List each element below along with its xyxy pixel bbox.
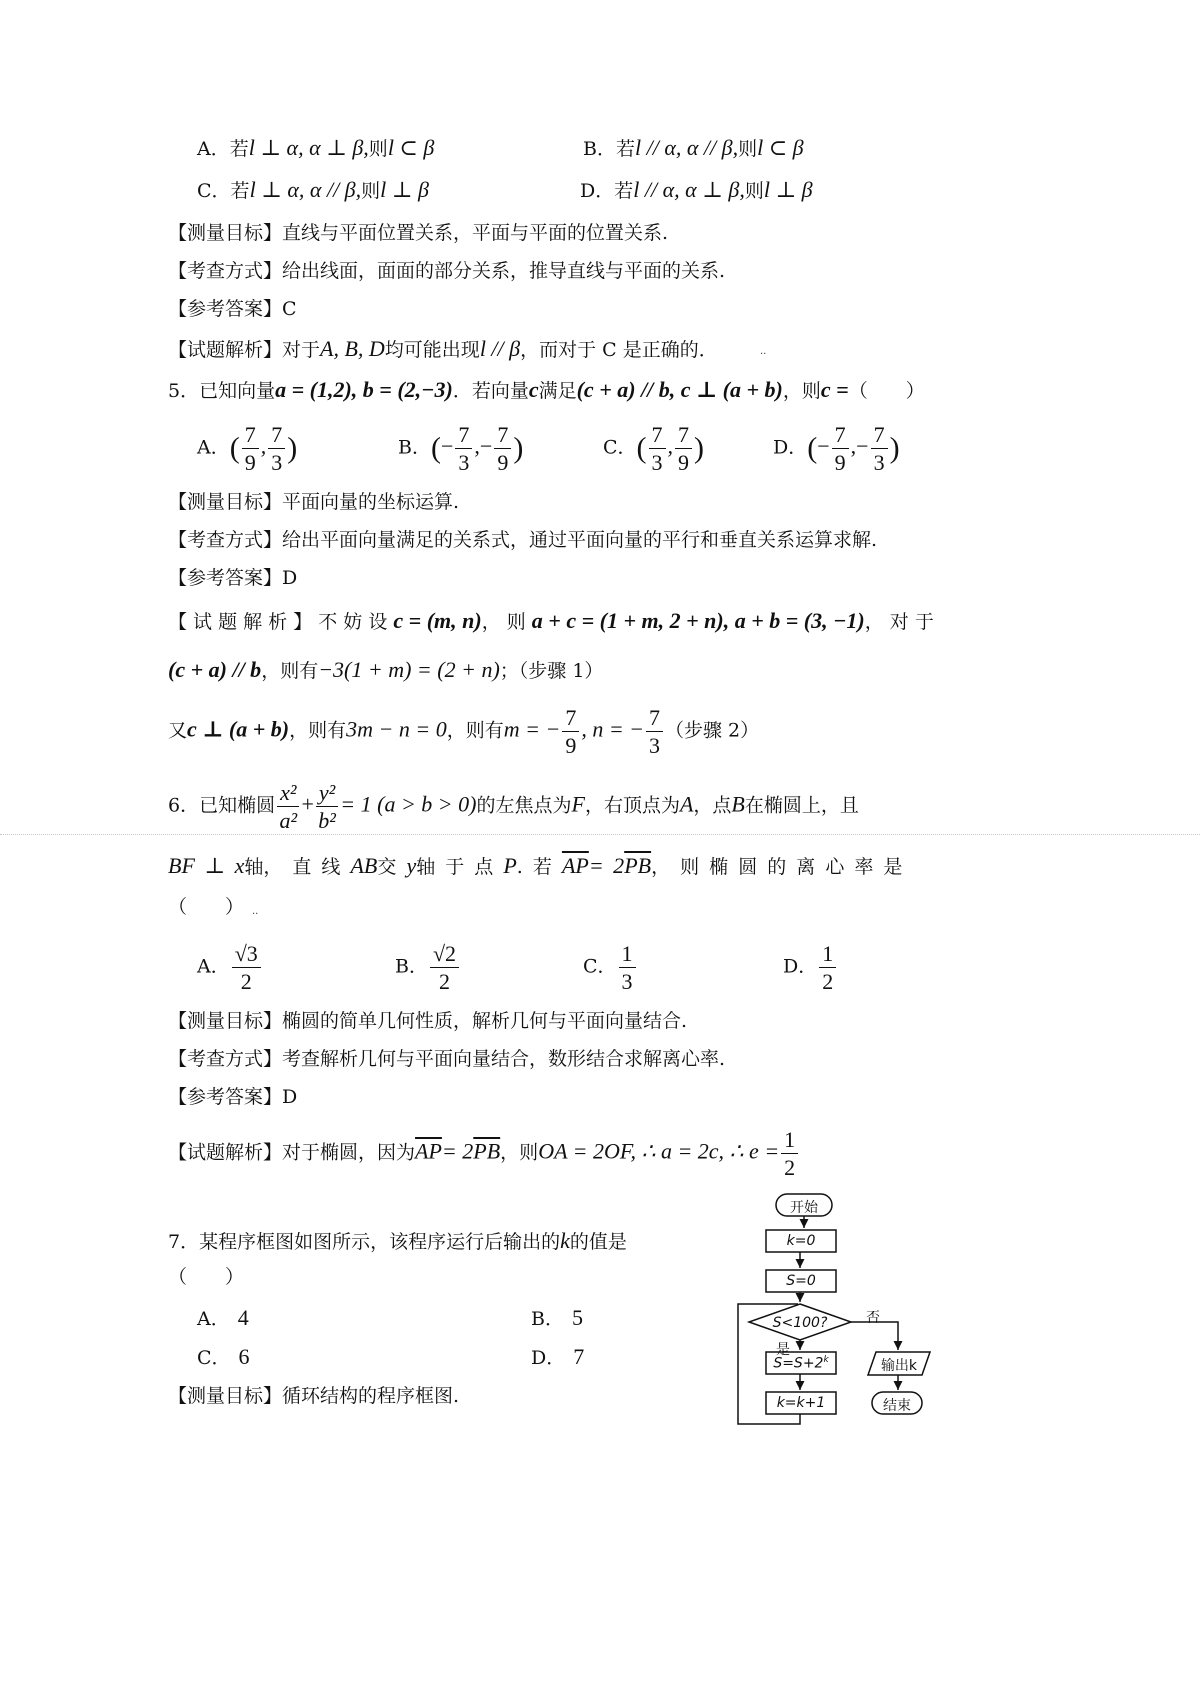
math: a = (1,2), b = (2,−3) xyxy=(275,377,453,402)
question-text: 的左焦点为 xyxy=(476,794,572,817)
option-text: 则 xyxy=(744,180,764,202)
math: B xyxy=(731,791,745,817)
vector: $\overline{PB}$ xyxy=(473,1138,501,1164)
math: l // β xyxy=(479,336,521,361)
fraction: $\frac{1}{3}$ xyxy=(619,942,636,993)
math: P xyxy=(503,853,517,878)
section-tag: 【测量目标】 xyxy=(168,222,283,244)
fraction: $\frac{7}{9}$ xyxy=(832,423,849,474)
flowchart-s0: S=0 xyxy=(786,1273,816,1289)
option-text: 则 xyxy=(361,180,381,202)
math: l // α, α // β, xyxy=(634,135,739,160)
option-text: 则 xyxy=(368,138,388,160)
section-text: 均可能出现 xyxy=(384,339,480,361)
section-text: 考查解析几何与平面向量结合，数形结合求解离心率. xyxy=(282,1048,726,1070)
math: a + c = (1 + m, 2 + n), a + b = (3, −1) xyxy=(531,608,865,633)
math: l ⊥ β xyxy=(380,177,429,202)
math: 3m − n = 0 xyxy=(346,716,447,742)
option-letter: A． xyxy=(197,955,230,978)
option-letter: D． xyxy=(531,1347,566,1369)
math: l // α, α ⊥ β, xyxy=(633,177,745,202)
flowchart-yes-label: 是 xyxy=(776,1342,790,1358)
section-text: ，则 xyxy=(500,1141,539,1164)
paren: ( xyxy=(807,431,818,465)
minus: ,− xyxy=(474,433,493,459)
comma: , xyxy=(667,433,674,459)
option-value: 5 xyxy=(571,1305,583,1330)
fraction: $\frac{7}{9}$ xyxy=(675,423,692,474)
question-text: 6．已知椭圆 xyxy=(168,794,276,817)
fraction: $\frac{7}{3}$ xyxy=(871,423,888,474)
stray-mark: .. xyxy=(252,906,259,917)
section-tag: 【试题解析】 xyxy=(168,339,283,361)
option-letter: A． xyxy=(197,436,230,459)
section-tag: 【测量目标】 xyxy=(168,491,283,513)
paren: ( xyxy=(636,431,647,465)
flowchart-no-label: 否 xyxy=(866,1310,880,1326)
option-letter: C． xyxy=(603,436,637,459)
section-text: ， 则 xyxy=(481,611,526,633)
question-text: ，点 xyxy=(693,794,732,817)
section-text: 对于椭圆，因为 xyxy=(282,1141,416,1164)
flowchart-update-s: $S=S+2^k$ xyxy=(773,1355,829,1372)
section-text: ，则有 xyxy=(261,660,319,682)
question-text: 交 xyxy=(377,856,397,878)
math: AB xyxy=(350,853,378,878)
section-text: 循环结构的程序框图. xyxy=(282,1385,460,1407)
math: (c + a) // b, c ⊥ (a + b) xyxy=(576,377,783,402)
option-text: 则 xyxy=(738,138,758,160)
math: −3(1 + m) = (2 + n) xyxy=(318,657,500,682)
section-text: 椭圆的简单几何性质，解析几何与平面向量结合. xyxy=(282,1010,688,1032)
flowchart-k0: k=0 xyxy=(786,1233,816,1249)
vector: $\overline{AP}$ xyxy=(561,853,589,878)
section-tag: 【参考答案】 xyxy=(168,567,283,589)
math: l ⊂ β xyxy=(387,135,435,160)
option-value: 6 xyxy=(238,1344,250,1369)
section-tag: 【 试 题 解 析 】 xyxy=(168,611,313,633)
question-text: 5．已知向量 xyxy=(168,380,276,402)
question-text: ，右顶点为 xyxy=(584,794,680,817)
fraction: $\frac{7}{3}$ xyxy=(455,423,472,474)
paren: ) xyxy=(694,431,705,465)
answer-value: D xyxy=(282,1086,298,1108)
math: m = − xyxy=(503,716,561,742)
fraction: $\frac{7}{3}$ xyxy=(268,423,285,474)
option-letter: D． xyxy=(783,955,818,978)
section-text: 对于 xyxy=(282,339,321,361)
option-text: 若 xyxy=(615,138,635,160)
question-text: ．若向量 xyxy=(452,380,529,402)
math: l ⊥ α, α ⊥ β, xyxy=(248,135,369,160)
fraction: $\frac{1}{2}$ xyxy=(781,1128,798,1179)
fraction: $\frac{7}{9}$ xyxy=(242,423,259,474)
option-letter: B． xyxy=(395,955,428,978)
fraction: $\frac{7}{9}$ xyxy=(562,706,579,757)
math: c xyxy=(528,377,539,402)
math: , n = − xyxy=(581,716,645,742)
question-text: 的值是 xyxy=(569,1231,627,1253)
flowchart-update-k: k=k+1 xyxy=(776,1395,826,1411)
option-value: 4 xyxy=(237,1305,249,1330)
section-text: （步骤 2） xyxy=(665,719,760,742)
math: F xyxy=(571,791,585,817)
question-text: ， 则 椭 圆 的 离 心 率 是 xyxy=(651,856,903,878)
option-letter: B． xyxy=(583,138,616,160)
section-text: ，则有 xyxy=(289,719,347,742)
question-text: （ ） xyxy=(848,380,925,402)
question-text: 满足 xyxy=(538,380,577,402)
fraction: $\frac{\text{y²}}{\text{b²}}$ xyxy=(316,781,338,832)
fraction: $\frac{7}{9}$ xyxy=(494,423,511,474)
flowchart-condition: S<100? xyxy=(772,1315,828,1331)
section-text: 平面向量的坐标运算. xyxy=(282,491,460,513)
question-text: ，则 xyxy=(782,380,821,402)
q6-answer-blank: （ ） xyxy=(168,896,245,918)
option-text: 若 xyxy=(614,180,634,202)
math: c ⊥ (a + b) xyxy=(187,716,290,742)
math: y xyxy=(406,853,417,878)
section-tag: 【试题解析】 xyxy=(168,1141,283,1164)
section-text: ， 对 于 xyxy=(864,611,934,633)
question-text: . 若 xyxy=(516,856,552,878)
option-letter: A． xyxy=(197,1308,230,1330)
q7-answer-blank: （ ） xyxy=(168,1266,245,1288)
math: l ⊂ β xyxy=(757,135,804,160)
math: l ⊥ β xyxy=(763,177,813,202)
section-tag: 【测量目标】 xyxy=(168,1010,283,1032)
option-letter: D． xyxy=(580,180,615,202)
section-text: ；（步骤 1） xyxy=(499,660,604,682)
section-tag: 【参考答案】 xyxy=(168,1086,283,1108)
math: = 1 (a > b > 0) xyxy=(340,791,477,817)
flowchart-start: 开始 xyxy=(790,1200,818,1216)
fraction: $\frac{1}{2}$ xyxy=(819,942,836,993)
comma: , xyxy=(260,433,267,459)
section-tag: 【考查方式】 xyxy=(168,260,283,282)
math: c = (m, n) xyxy=(393,608,482,633)
option-text: 若 xyxy=(229,138,249,160)
question-text: 轴 于 点 xyxy=(416,856,494,878)
answer-value: D xyxy=(282,567,298,589)
math: OA = 2OF, ∴ a = 2c, ∴ e = xyxy=(538,1138,780,1164)
math: A xyxy=(679,791,694,817)
section-tag: 【测量目标】 xyxy=(168,1385,283,1407)
option-letter: C． xyxy=(583,955,617,978)
section-text: 给出平面向量满足的关系式，通过平面向量的平行和垂直关系运算求解. xyxy=(282,529,878,551)
stray-mark: .. xyxy=(760,346,767,357)
option-letter: B． xyxy=(531,1308,564,1330)
fraction: $\frac{\text{x²}}{\text{a²}}$ xyxy=(277,781,299,832)
plus: + xyxy=(301,791,314,817)
option-letter: C． xyxy=(197,180,231,202)
paren: ) xyxy=(287,431,298,465)
fraction: $\frac{7}{3}$ xyxy=(646,706,663,757)
fraction: $\frac{√2}{2}$ xyxy=(430,942,459,993)
paren: ) xyxy=(513,431,524,465)
section-text: ，则有 xyxy=(446,719,504,742)
section-tag: 【参考答案】 xyxy=(168,298,283,320)
minus: − xyxy=(817,433,830,459)
math: (c + a) // b xyxy=(168,657,262,682)
flowchart-end: 结束 xyxy=(883,1398,911,1414)
vector: $\overline{AP}$ xyxy=(415,1138,442,1164)
section-text: 不 妨 设 xyxy=(318,611,388,633)
math: k xyxy=(560,1228,570,1253)
option-letter: C． xyxy=(197,1347,231,1369)
fraction: $\frac{√3}{2}$ xyxy=(232,942,261,993)
answer-value: C xyxy=(282,298,297,320)
vector: $\overline{PB}$ xyxy=(624,853,652,878)
option-text: 若 xyxy=(230,180,250,202)
question-text: 轴， 直 线 xyxy=(244,856,341,878)
math: = 2 xyxy=(588,853,625,878)
section-text: 直线与平面位置关系，平面与平面的位置关系. xyxy=(282,222,669,244)
option-value: 7 xyxy=(573,1344,585,1369)
fraction: $\frac{7}{3}$ xyxy=(649,423,666,474)
option-letter: D． xyxy=(773,436,808,459)
minus: − xyxy=(440,433,454,459)
section-text: 给出线面，面面的部分关系，推导直线与平面的关系. xyxy=(282,260,726,282)
question-text: 7．某程序框图如图所示，该程序运行后输出的 xyxy=(168,1231,561,1253)
option-letter: B． xyxy=(398,436,431,459)
math: c = xyxy=(820,377,849,402)
flowchart-output: 输出k xyxy=(880,1358,918,1374)
paren: ( xyxy=(229,431,240,465)
option-letter: A． xyxy=(197,138,230,160)
section-text: ，而对于 C 是正确的． xyxy=(520,339,718,361)
paren: ( xyxy=(430,431,441,465)
section-tag: 【考查方式】 xyxy=(168,1048,283,1070)
paren: ) xyxy=(889,431,900,465)
section-tag: 【考查方式】 xyxy=(168,529,283,551)
math: BF ⊥ x xyxy=(168,853,245,878)
math: = 2 xyxy=(441,1138,474,1164)
section-text: 又 xyxy=(168,719,188,742)
question-text: 在椭圆上，且 xyxy=(744,794,859,817)
math: l ⊥ α, α // β, xyxy=(249,177,362,202)
math: A, B, D xyxy=(320,336,385,361)
minus: ,− xyxy=(850,433,869,459)
